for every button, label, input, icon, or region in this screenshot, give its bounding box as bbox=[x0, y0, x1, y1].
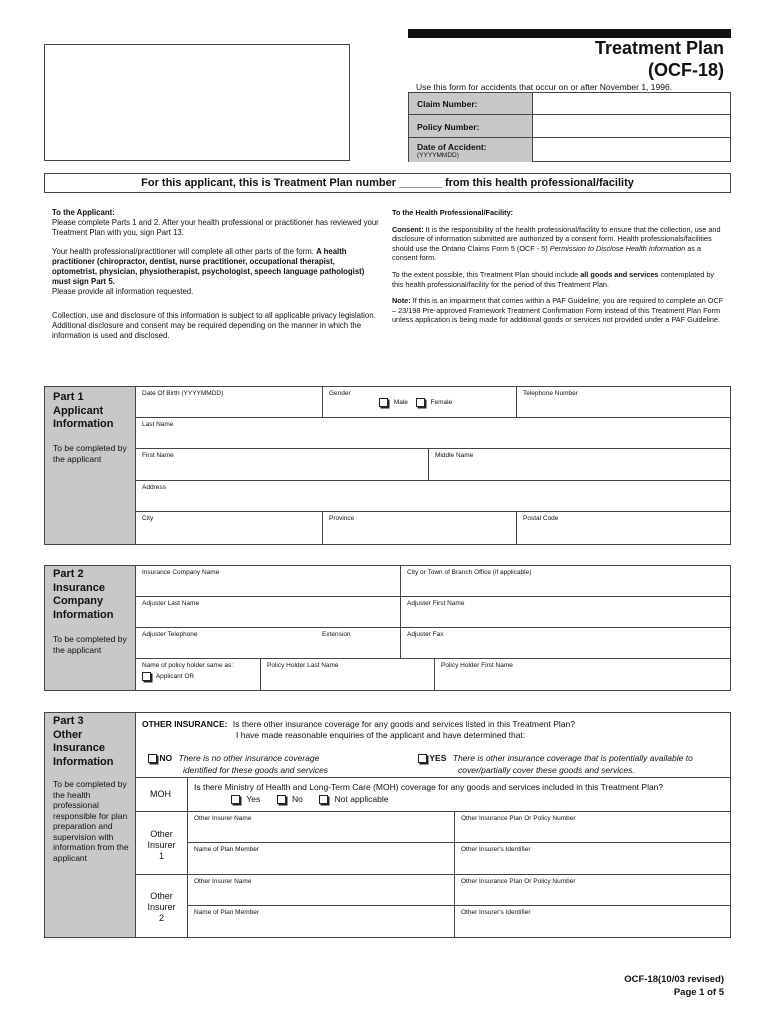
field-label: Other Insurer Name bbox=[194, 878, 252, 885]
city-field[interactable] bbox=[136, 512, 323, 545]
branch-office-field[interactable] bbox=[401, 566, 730, 597]
moh-not-applicable-checkbox[interactable] bbox=[319, 795, 328, 804]
adjuster-fax-field[interactable] bbox=[401, 628, 730, 659]
address-field[interactable] bbox=[136, 481, 730, 512]
moh-question-cell: Is there Ministry of Health and Long-Term Care (MOH) coverage for any goods and services included in this Treatment Plan? Yes No Not applicable bbox=[188, 778, 730, 812]
field-label: Adjuster Telephone bbox=[142, 631, 198, 638]
field-label: Name of Plan Member bbox=[194, 846, 260, 853]
policy-holder-last-name-field[interactable] bbox=[261, 659, 435, 691]
field-label: Telephone Number bbox=[523, 390, 578, 397]
policy-number-input[interactable] bbox=[533, 115, 731, 138]
part2-fields bbox=[136, 565, 731, 691]
field-label: Other Insurer's Identifier bbox=[461, 909, 531, 916]
field-label: First Name bbox=[142, 452, 174, 459]
field-label: Other Insurance Plan Or Policy Number bbox=[461, 878, 576, 885]
insurer-2-name-field[interactable] bbox=[188, 875, 455, 906]
field-label: City bbox=[142, 515, 154, 522]
header-instruction: Use this form for accidents that occur on or after November 1, 1996. bbox=[416, 82, 673, 92]
male-checkbox[interactable] bbox=[379, 398, 388, 407]
insurance-company-field[interactable] bbox=[136, 566, 401, 597]
field-label: Other Insurance Plan Or Policy Number bbox=[461, 815, 576, 822]
field-label: Name of policy holder same as: bbox=[142, 662, 234, 669]
insurer-1-identifier-field[interactable] bbox=[455, 843, 730, 875]
field-label: Middle Name bbox=[435, 452, 474, 459]
adjuster-telephone-field[interactable] bbox=[136, 628, 401, 659]
form-revision: OCF-18(10/03 revised) bbox=[624, 974, 724, 985]
field-label: Name of Plan Member bbox=[194, 909, 260, 916]
other-insurance-question: OTHER INSURANCE: Is there other insurance coverage for any goods and services listed in this Treatment Plan? I have made reasonable enquiries of the applicant and have determined that: NO There is no other insurance coverage identified for these goods and services YES There is other insurance coverage that is potentially available to cover/partially cover these goods and services. bbox=[136, 713, 730, 778]
policy-holder-first-name-field[interactable] bbox=[435, 659, 730, 691]
professional-instructions: To the Health Professional/Facility: Consent: It is the responsibility of the health professional/facility to ensure that the collection, use and disclosure of information submitted are authorized by a consent form. Health professionals/facilities should use the Ontario Claims Form 5 (OCF - 5) Permission to Disclose Health Information as a consent form. To the extent possible, this Treatment Plan should include all goods and services contemplated by this health professional/facility for the period of this Treatment Plan. Note: If this is an impairment that comes within a PAF Guideline, you are required to complete an OCF – 23/198 Pre-approved Framework Treatment Confirmation Form instead of this Treatment Plan Form unless application is being made for additional goods or services not provided under a PAF Guideline. bbox=[392, 208, 724, 325]
field-label: Policy Holder Last Name bbox=[267, 662, 339, 669]
date-of-accident-input[interactable] bbox=[533, 138, 731, 162]
dob-field[interactable] bbox=[136, 387, 323, 418]
female-checkbox[interactable] bbox=[416, 398, 425, 407]
applicant-instructions: To the Applicant: Please complete Parts 1 and 2. After your health professional or practitioner has reviewed your Treatment Plan with you, sign Part 13. Your health professional/practitioner will complete all other parts of the form. A health practitioner (chiropractor, dentist, nurse practitioner, occupational therapist, optometrist, physician, physiotherapist, psychologist, speech language pathologist) must sign Part 5. Please provide all information requested. Collection, use and disclosure of this information is subject to all applicable privacy legislation. Additional disclosure and consent may be required depending on the manner in which the information is used and disclosed. bbox=[52, 208, 379, 340]
postal-code-field[interactable] bbox=[517, 512, 730, 545]
insurer-2-plan-field[interactable] bbox=[455, 875, 730, 906]
field-label: Other Insurer's Identifier bbox=[461, 846, 531, 853]
province-field[interactable] bbox=[323, 512, 517, 545]
last-name-field[interactable] bbox=[136, 418, 730, 449]
field-label: Gender bbox=[329, 390, 351, 397]
part2-sidebar: Part 2 Insurance Company Information To be completed by the applicant bbox=[44, 565, 136, 691]
part1-sidebar: Part 1 Applicant Information To be completed by the applicant bbox=[44, 386, 136, 545]
moh-yes-checkbox[interactable] bbox=[231, 795, 240, 804]
insurer-1-plan-field[interactable] bbox=[455, 812, 730, 843]
other-insurance-yes-checkbox[interactable] bbox=[418, 754, 427, 763]
field-label: Province bbox=[329, 515, 355, 522]
moh-no-checkbox[interactable] bbox=[277, 795, 286, 804]
page-number: Page 1 of 5 bbox=[673, 987, 724, 998]
middle-name-field[interactable] bbox=[429, 449, 730, 481]
header-bar bbox=[408, 29, 731, 38]
field-label: Adjuster First Name bbox=[407, 600, 465, 607]
field-label: Policy Holder First Name bbox=[441, 662, 513, 669]
insurer-1-member-field[interactable] bbox=[188, 843, 455, 875]
applicant-checkbox[interactable] bbox=[142, 672, 151, 681]
claim-number-input[interactable] bbox=[533, 93, 731, 115]
other-insurer-2-label: Other Insurer 2 bbox=[136, 875, 188, 938]
field-label: Adjuster Last Name bbox=[142, 600, 200, 607]
field-label: Other Insurer Name bbox=[194, 815, 252, 822]
telephone-field[interactable] bbox=[517, 387, 730, 418]
form-title: Treatment Plan bbox=[594, 38, 724, 58]
part3-fields bbox=[136, 712, 731, 938]
other-insurer-1-label: Other Insurer 1 bbox=[136, 812, 188, 875]
plan-number-banner: For this applicant, this is Treatment Plan number _______ from this health professional/facility bbox=[44, 173, 731, 193]
other-insurance-no-checkbox[interactable] bbox=[148, 754, 157, 763]
field-label: Date Of Birth (YYYYMMDD) bbox=[142, 390, 224, 397]
moh-label-cell: MOH bbox=[136, 778, 188, 812]
field-label: Last Name bbox=[142, 421, 174, 428]
date-of-accident-label: Date of Accident: (YYYYMMDD) bbox=[409, 138, 533, 162]
plan-number-blank[interactable]: _______ bbox=[399, 177, 442, 189]
adjuster-first-name-field[interactable] bbox=[401, 597, 730, 628]
field-label: Adjuster Fax bbox=[407, 631, 444, 638]
adjuster-last-name-field[interactable] bbox=[136, 597, 401, 628]
field-label: Extension bbox=[322, 631, 351, 638]
field-label: Address bbox=[142, 484, 166, 491]
insurer-2-member-field[interactable] bbox=[188, 906, 455, 938]
header-fields bbox=[408, 92, 731, 162]
gender-field: Gender Male Female bbox=[323, 387, 517, 418]
insurer-2-identifier-field[interactable] bbox=[455, 906, 730, 938]
stamp-box bbox=[44, 44, 350, 161]
insurer-1-name-field[interactable] bbox=[188, 812, 455, 843]
first-name-field[interactable] bbox=[136, 449, 429, 481]
form-code: (OCF-18) bbox=[648, 60, 724, 80]
field-label: Insurance Company Name bbox=[142, 569, 220, 576]
field-label: Postal Code bbox=[523, 515, 559, 522]
policy-number-label: Policy Number: bbox=[409, 115, 533, 138]
part1-fields bbox=[136, 386, 731, 545]
policy-holder-same-field: Name of policy holder same as: Applicant OR bbox=[136, 659, 261, 691]
part3-sidebar: Part 3 Other Insurance Information To be completed by the health professional responsible for plan preparation and supervision with information from the applicant bbox=[44, 712, 136, 938]
claim-number-label: Claim Number: bbox=[409, 93, 533, 115]
field-label: City or Town of Branch Office (if applicable) bbox=[407, 569, 532, 576]
